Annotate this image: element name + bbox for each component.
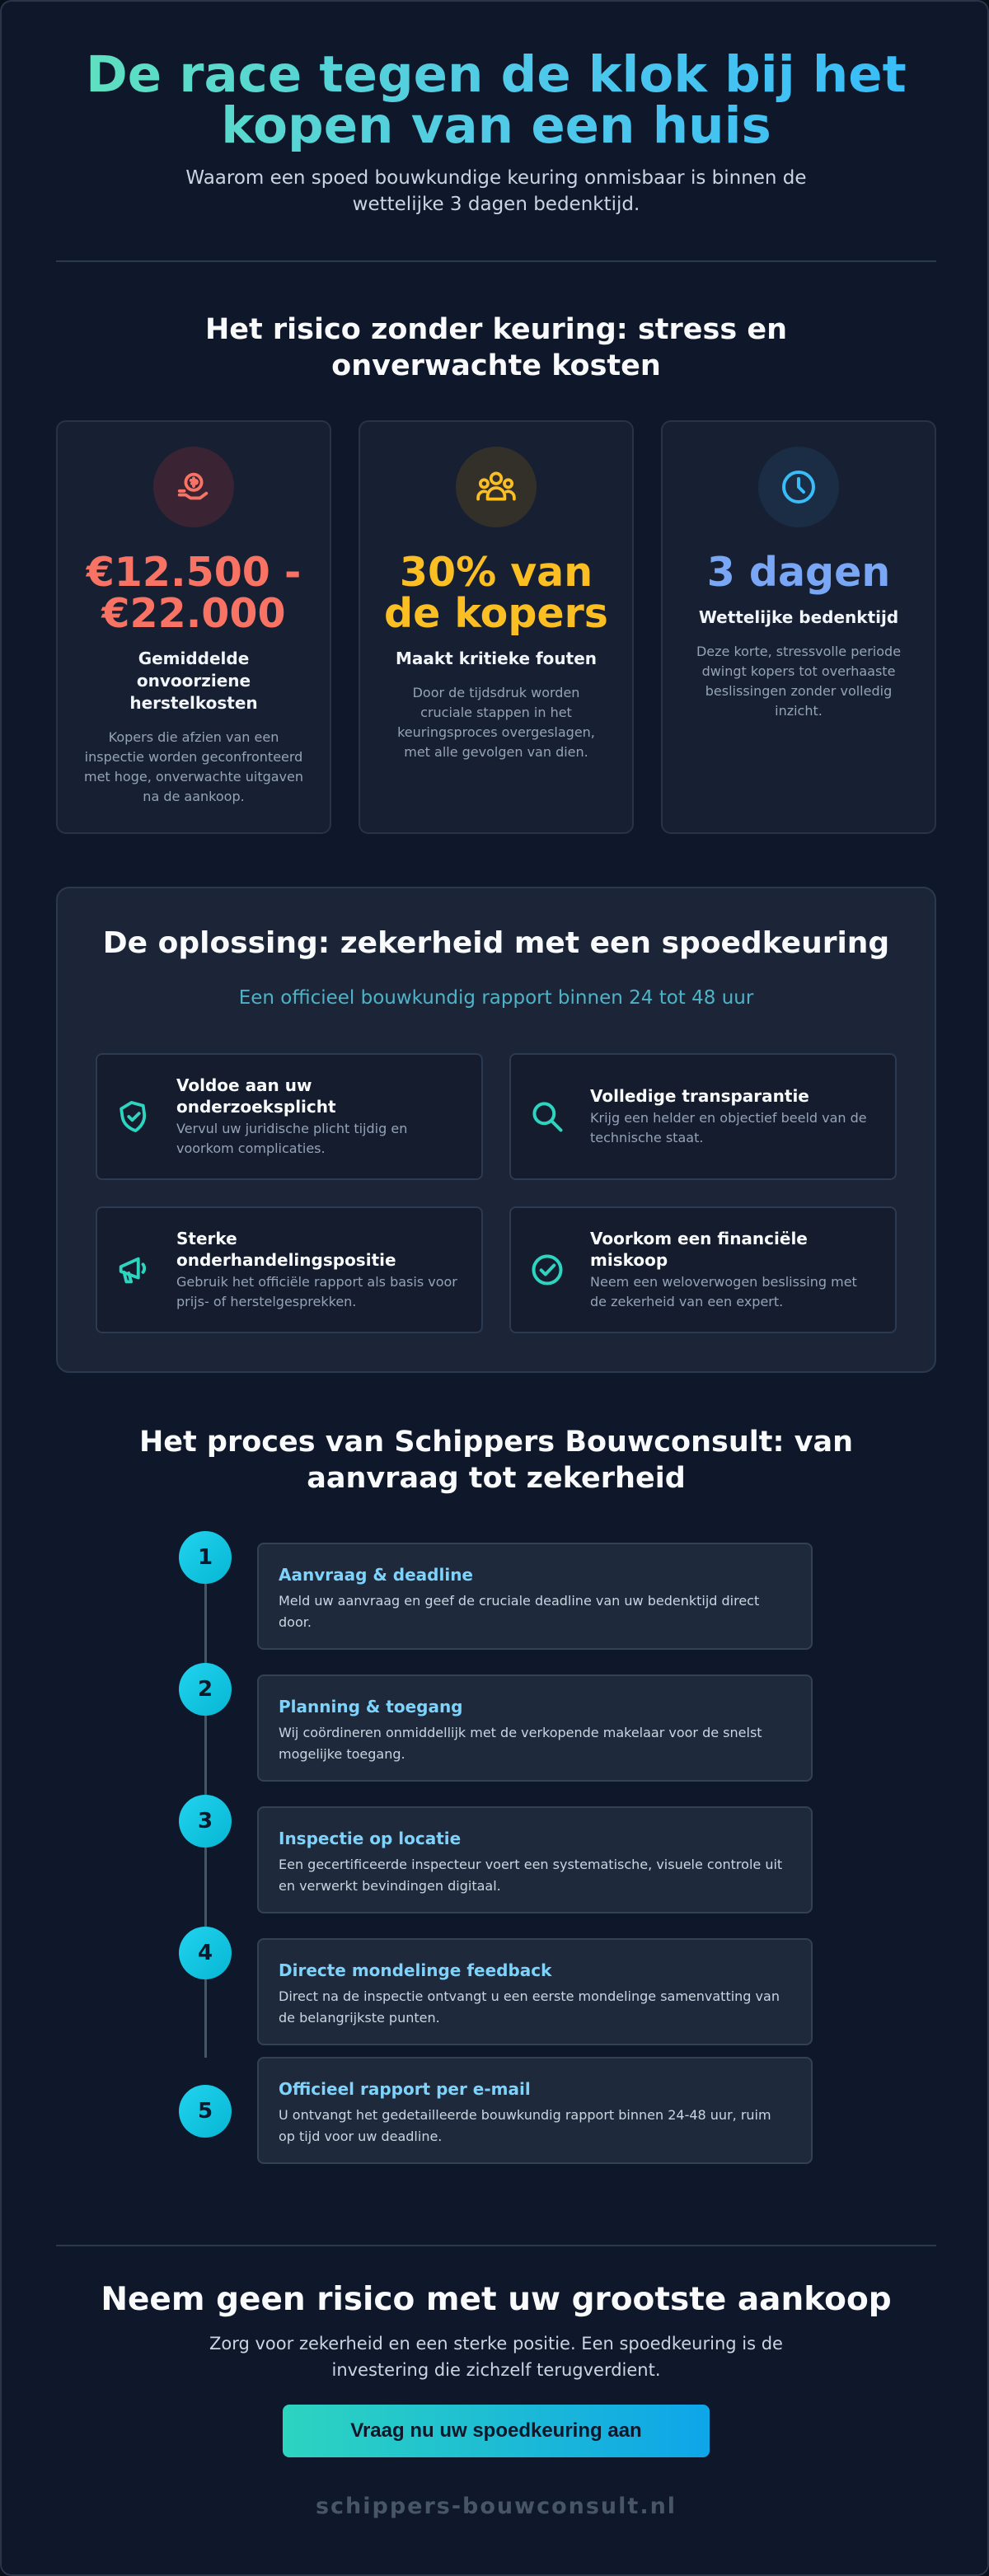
check-circle-icon — [527, 1250, 567, 1290]
feature-item — [96, 1053, 483, 1180]
cta-title: Neem geen risico met uw grootste aankoop — [101, 2281, 892, 2318]
step-desc: U ontvangt het gedetailleerde bouwkundig rapport binnen 24-48 uur, ruim op tijd voor uw deadline. — [279, 2107, 771, 2144]
step-card — [257, 1938, 813, 2045]
solution-subtitle: Een officieel bouwkundig rapport binnen 24 tot 48 uur — [238, 987, 754, 1009]
step-card — [257, 2057, 813, 2164]
solution-section — [56, 887, 936, 1373]
megaphone-icon — [114, 1250, 153, 1290]
feature-title: Sterke onderhandelingspositie — [176, 1229, 396, 1270]
solution-title: De oplossing: zekerheid met een spoedkeuring — [102, 926, 890, 960]
step-title: Directe mondelinge feedback — [279, 1960, 552, 1980]
feature-title: Volledige transparantie — [590, 1086, 809, 1106]
step-number: 5 — [179, 2085, 232, 2138]
risk-desc: Door de tijdsdruk worden cruciale stappen in het keuringsproces overgeslagen, met alle gevolgen van dien. — [397, 685, 595, 760]
risk-card-mistakes — [359, 420, 634, 834]
divider — [56, 2245, 936, 2246]
step-number: 3 — [179, 1795, 232, 1848]
step-desc: Direct na de inspectie ontvangt u een eerste mondelinge samenvatting van de belangrijkste punten. — [279, 1988, 780, 2026]
risk-label: Maakt kritieke fouten — [395, 649, 598, 668]
feature-desc: Krijg een helder en objectief beeld van de technische staat. — [590, 1110, 867, 1145]
risk-desc: Kopers die afzien van een inspectie worden geconfronteerd met hoge, onverwachte uitgaven na de aankoop. — [83, 729, 303, 804]
risk-card-deadline — [661, 420, 936, 834]
risk-desc: Deze korte, stressvolle periode dwingt kopers tot overhaaste beslissingen zonder volledig inzicht. — [696, 644, 902, 719]
step-card — [257, 1674, 813, 1782]
step-card — [257, 1543, 813, 1650]
risk-stat: €12.500 - €22.000 — [86, 549, 302, 637]
website-domain: schippers-bouwconsult.nl — [315, 2494, 677, 2519]
step-title: Officieel rapport per e-mail — [279, 2079, 531, 2099]
step-card — [257, 1806, 813, 1913]
feature-desc: Vervul uw juridische plicht tijdig en voorkom complicaties. — [176, 1121, 408, 1156]
feature-title: Voorkom een financiële miskoop — [590, 1229, 808, 1270]
step-number: 1 — [179, 1531, 232, 1584]
step-desc: Wij coördineren onmiddellijk met de verkopende makelaar voor de snelst mogelijke toegang. — [279, 1725, 762, 1762]
users-icon — [456, 447, 537, 527]
cta-subtitle: Zorg voor zekerheid en een sterke positie. Een spoedkeuring is de investering die zichzelf terugverdient. — [209, 2334, 783, 2380]
risk-label: Wettelijke bedenktijd — [698, 607, 899, 627]
step-number: 2 — [179, 1663, 232, 1716]
feature-desc: Gebruik het officiële rapport als basis voor prijs- of herstelgesprekken. — [176, 1274, 457, 1309]
feature-item — [509, 1206, 897, 1333]
clock-icon — [758, 447, 839, 527]
step-title: Planning & toegang — [279, 1697, 463, 1717]
step-title: Inspectie op locatie — [279, 1829, 462, 1848]
feature-desc: Neem een weloverwogen beslissing met de zekerheid van een expert. — [590, 1274, 857, 1309]
risk-section-title: Het risico zonder keuring: stress en onverwachte kosten — [204, 313, 788, 382]
step-desc: Meld uw aanvraag en geef de cruciale deadline van uw bedenktijd direct door. — [279, 1593, 760, 1630]
process-section-title: Het proces van Schippers Bouwconsult: van aanvraag tot zekerheid — [138, 1426, 854, 1495]
step-number: 4 — [179, 1927, 232, 1979]
search-icon — [527, 1097, 567, 1136]
page-subtitle: Waarom een spoed bouwkundige keuring onmisbaar is binnen de wettelijke 3 dagen bedenktijd. — [185, 167, 807, 215]
feature-item — [96, 1206, 483, 1333]
feature-title: Voldoe aan uw onderzoeksplicht — [176, 1075, 336, 1117]
money-hand-icon — [153, 447, 234, 527]
risk-card-costs — [56, 420, 331, 834]
divider — [56, 260, 936, 262]
page-title: De race tegen de klok bij het kopen van een huis — [84, 49, 908, 152]
shield-check-icon — [114, 1097, 153, 1136]
risk-stat: 3 dagen — [706, 549, 891, 596]
risk-stat: 30% van de kopers — [384, 549, 608, 637]
request-inspection-button[interactable]: Vraag nu uw spoedkeuring aan — [283, 2405, 710, 2457]
step-desc: Een gecertificeerde inspecteur voert een systematische, visuele controle uit en verwerkt bevindingen digitaal. — [279, 1857, 783, 1894]
feature-item — [509, 1053, 897, 1180]
hero — [2, 45, 989, 218]
step-title: Aanvraag & deadline — [279, 1565, 473, 1585]
risk-label: Gemiddelde onvoorziene herstelkosten — [129, 649, 258, 713]
